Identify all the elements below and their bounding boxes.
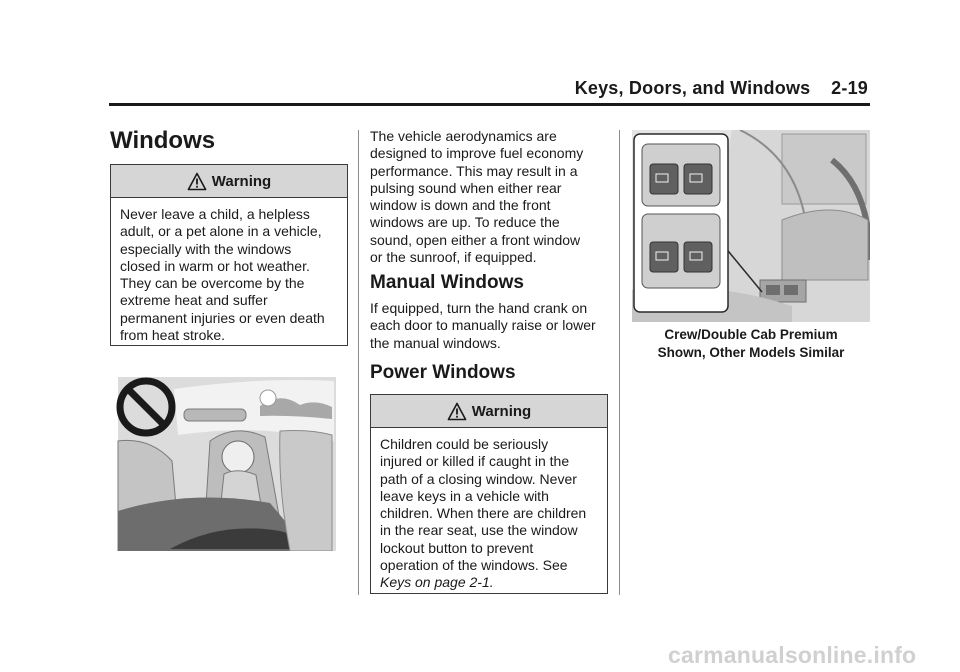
text-line: The vehicle aerodynamics are bbox=[370, 128, 557, 144]
page-number: 2-19 bbox=[831, 78, 868, 98]
text-line: operation of the windows. See bbox=[380, 557, 568, 574]
text-line: path of a closing window. Never bbox=[380, 470, 577, 487]
text-line: children. When there are children bbox=[380, 505, 587, 522]
caption-line: Shown, Other Models Similar bbox=[657, 345, 845, 360]
warning-triangle-icon bbox=[187, 172, 207, 191]
text-line: injured or killed if caught in the bbox=[380, 453, 570, 470]
warning-header bbox=[371, 395, 607, 428]
section-title-windows: Windows bbox=[110, 127, 216, 154]
warning-text bbox=[111, 198, 347, 344]
manual-windows-paragraph bbox=[370, 300, 615, 352]
text-line: extreme heat and suffer bbox=[120, 292, 268, 309]
warning-label: Warning bbox=[211, 172, 272, 190]
caption-line: Crew/Double Cab Premium bbox=[664, 327, 838, 342]
text-line: especially with the windows bbox=[120, 240, 292, 257]
aerodynamics-paragraph bbox=[370, 128, 615, 266]
text-line: Never leave a child, a helpless bbox=[120, 206, 310, 222]
text-line: closed in warm or hot weather. bbox=[120, 257, 310, 274]
text-line: or the sunroof, if equipped. bbox=[370, 249, 537, 266]
warning-box-child-heat bbox=[110, 164, 348, 346]
text-line: sound, open either a front window bbox=[370, 231, 581, 248]
text-line: permanent injuries or even death bbox=[120, 309, 325, 326]
text-line: performance. This may result in a bbox=[370, 162, 578, 179]
text-line: designed to improve fuel economy bbox=[370, 145, 584, 162]
text-line: each door to manually raise or lower bbox=[370, 317, 596, 334]
watermark: carmanualsonline.info bbox=[668, 642, 917, 668]
section-title-manual-windows: Manual Windows bbox=[370, 272, 524, 293]
warning-triangle-icon bbox=[447, 402, 467, 421]
figure-caption bbox=[632, 326, 870, 362]
warning-header bbox=[111, 165, 347, 198]
text-line: adult, or a pet alone in a vehicle, bbox=[120, 223, 322, 240]
header-section-title: Keys, Doors, and Windows bbox=[574, 78, 811, 98]
text-line: They can be overcome by the bbox=[120, 275, 305, 292]
text-line: pulsing sound when either rear bbox=[370, 179, 562, 196]
text-line: windows are up. To reduce the bbox=[370, 214, 560, 231]
warning-text bbox=[371, 428, 607, 592]
text-line: lockout button to prevent bbox=[380, 539, 534, 556]
section-title-power-windows: Power Windows bbox=[370, 362, 516, 383]
child-in-car-illustration bbox=[110, 371, 336, 551]
text-line: the manual windows. bbox=[370, 334, 501, 351]
text-line: If equipped, turn the hand crank on bbox=[370, 300, 588, 316]
power-window-switch-illustration bbox=[632, 130, 870, 322]
text-line: window is down and the front bbox=[370, 197, 551, 214]
running-header bbox=[575, 78, 868, 99]
warning-label: Warning bbox=[471, 402, 532, 420]
text-line: Children could be seriously bbox=[380, 436, 549, 452]
warning-box-power-windows bbox=[370, 394, 608, 594]
header-rule bbox=[109, 103, 870, 106]
text-line: in the rear seat, use the window bbox=[380, 522, 578, 539]
column-divider-left bbox=[358, 130, 359, 595]
column-divider-right bbox=[619, 130, 620, 595]
text-line: from heat stroke. bbox=[120, 327, 226, 344]
cross-reference-link[interactable]: Keys on page 2-1. bbox=[380, 574, 494, 591]
prohibited-icon bbox=[114, 375, 178, 439]
text-line: leave keys in a vehicle with bbox=[380, 487, 549, 504]
